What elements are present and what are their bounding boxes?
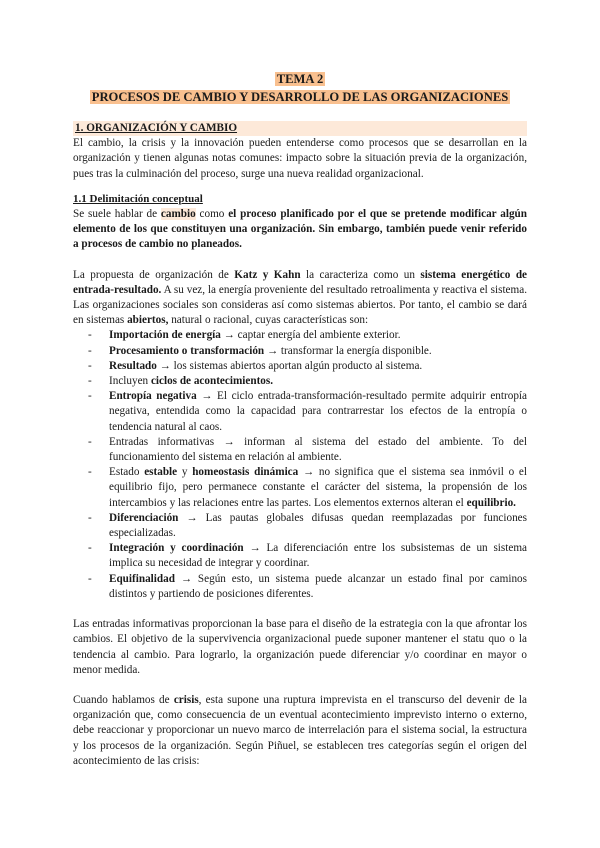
document-title: PROCESOS DE CAMBIO Y DESARROLLO DE LAS ORGANIZACIONES — [91, 90, 509, 104]
list-item: - Estado estable y homeostasis dinámica → no significa que el sistema sea inmóvil o el equilibrio fijo, pero permanece constante el carácter del sistema, la propensión de los intercambios y las relaciones entre las partes. Los elementos externos alteran el equilibrio. — [109, 465, 527, 511]
document-content — [73, 70, 527, 769]
list-item: - Incluyen ciclos de acontecimientos. — [109, 374, 527, 389]
paragraph-crisis: Cuando hablamos de crisis, esta supone una ruptura imprevista en el transcurso del devenir de la organización que, como consecuencia de un eventual acontecimiento imprevisto interno o externo, debe reaccionar y proporcionar un nuevo marco de interrelación para el sistema social, la estructura y los procesos de la organización. Según Piñuel, se establecen tres categorías según el origen del acontecimiento de las crisis: — [73, 693, 527, 767]
paragraph-cambio-definition: Se suele hablar de cambio como el proceso planificado por el que se pretende modificar algún elemento de los que constituyen una organización. Sin embargo, también puede venir referido a procesos de cambio no planeados. — [73, 208, 527, 251]
paragraph-katz-kahn: La propuesta de organización de Katz y Kahn la caracteriza como un sistema energético de entrada-resultado. A su vez, la energía proveniente del resultado retroalimenta y reactiva el sistema. Las organizaciones sociales son consideras así como sistemas abiertos. Por tanto, el cambio se dará en sistemas abiertos, natural o racional, cuyas características son: — [73, 268, 528, 327]
list-item: - Entropía negativa → El ciclo entrada-transformación-resultado permite adquirir entropía negativa, entendida como la capacidad para contrarrestar los efectos de la entropía o tendencia natural al caos. — [109, 389, 527, 435]
list-item: - Importación de energía → captar energía del ambiente exterior. — [109, 328, 527, 343]
section-heading-1-1: 1.1 Delimitación conceptual — [73, 192, 203, 205]
list-item: - Procesamiento o transformación → transformar la energía disponible. — [109, 344, 527, 359]
term-cambio: cambio — [160, 208, 196, 221]
list-item: - Diferenciación → Las pautas globales difusas quedan reemplazadas por funciones especializadas. — [109, 511, 527, 541]
title-block — [73, 70, 527, 106]
list-item: - Equifinalidad → Según esto, un sistema puede alcanzar un estado final por caminos distintos y partiendo de posiciones diferentes. — [109, 572, 527, 602]
definition-text: el proceso planificado por el que se pretende modificar algún elemento de los que constituyen una organización. Sin embargo, también puede venir referido a procesos de cambio no planeados. — [73, 208, 527, 251]
section-heading-1: 1. ORGANIZACIÓN Y CAMBIO — [73, 121, 527, 136]
paragraph-entradas: Las entradas informativas proporcionan la base para el diseño de la estrategia con la que afrontar los cambios. El objetivo de la supervivencia organizacional puede suponer mantener el statu quo o la tendencia al cambio. Para lograrlo, la organización puede diferenciar y/o coordinar en mayor o menor medida. — [73, 618, 527, 676]
characteristics-list — [73, 328, 527, 602]
term-crisis: crisis — [173, 693, 199, 706]
section-1-intro: El cambio, la crisis y la innovación pueden entenderse como procesos que se desarrollan en la organización y tienen algunas notas comunes: impacto sobre la situación previa de la organización, pues tras la culminación del proceso, surge una nueva realidad organizacional. — [73, 137, 527, 180]
list-item: - Integración y coordinación → La diferenciación entre los subsistemas de un sistema implica su necesidad de integrar y coordinar. — [109, 541, 527, 571]
list-item: - Resultado → los sistemas abiertos aportan algún producto al sistema. — [109, 359, 527, 374]
tema-label: TEMA 2 — [276, 72, 324, 86]
list-item: - Entradas informativas → informan al sistema del estado del ambiente. To del funcionamiento del sistema en relación al ambiente. — [109, 435, 527, 465]
